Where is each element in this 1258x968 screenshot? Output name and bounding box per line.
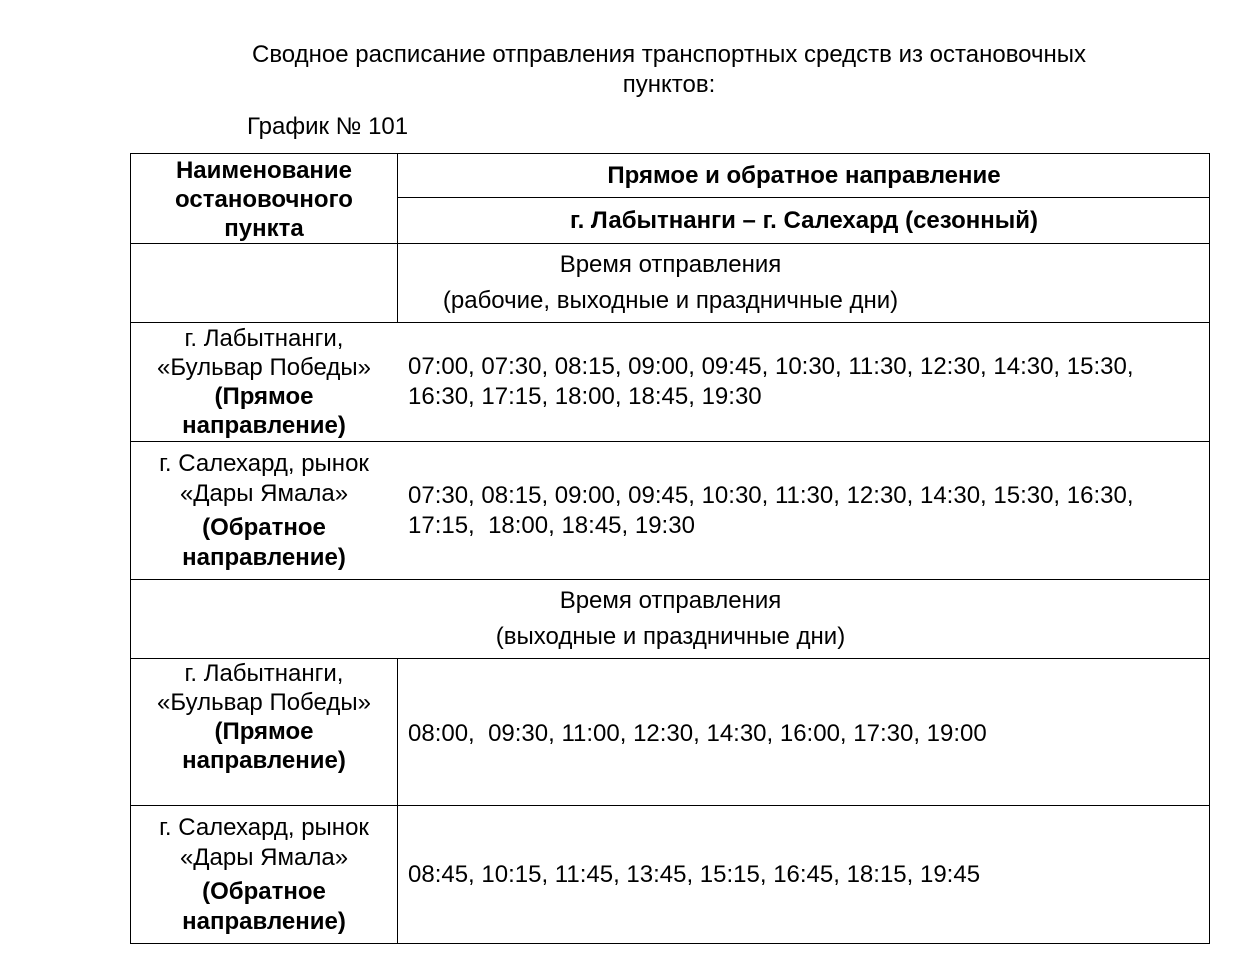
stop-name-line: «Дары Ямала» <box>179 479 349 507</box>
section-title: Время отправления <box>559 587 782 614</box>
departure-times-cell <box>398 806 1210 944</box>
departure-times-cell <box>398 442 1210 579</box>
departure-times-line: 17:15, 18:00, 18:45, 19:30 <box>408 511 695 539</box>
direction-label: (Прямое направление) <box>182 718 346 774</box>
section-header <box>131 244 1210 322</box>
stop-name-cell <box>131 323 397 441</box>
stop-name-line: «Бульвар Победы» <box>157 354 371 381</box>
section-subtitle: (рабочие, выходные и праздничные дни) <box>442 287 899 314</box>
stop-name-cell <box>131 442 397 579</box>
schedule-table <box>130 153 1210 944</box>
stop-name-cell <box>131 659 397 805</box>
document-title-line-1: Сводное расписание отправления транспортных средств из остановочных <box>251 41 1086 68</box>
direction-label: (Обратное направление) <box>182 513 346 571</box>
section-header <box>131 580 1210 658</box>
stop-name-line: г. Лабытнанги, <box>184 325 344 352</box>
section-title: Время отправления <box>559 251 782 278</box>
route-header: г. Лабытнанги – г. Салехард (сезонный) <box>570 207 1038 234</box>
document-title-line-2: пунктов: <box>622 71 716 98</box>
stop-name-line: «Бульвар Победы» <box>157 689 371 716</box>
stop-column-header: Наименование остановочного пункта <box>175 157 353 242</box>
departure-times-cell <box>398 659 1210 805</box>
departure-times-line: 08:00, 09:30, 11:00, 12:30, 14:30, 16:00, 17:30, 19:00 <box>408 720 987 747</box>
departure-times-cell <box>398 323 1210 441</box>
schedule-label: График № 101 <box>247 113 409 140</box>
departure-times-line: 07:00, 07:30, 08:15, 09:00, 09:45, 10:30, 11:30, 12:30, 14:30, 15:30, <box>408 353 1134 380</box>
departure-times-line: 16:30, 17:15, 18:00, 18:45, 19:30 <box>408 383 762 410</box>
stop-name-line: г. Лабытнанги, <box>184 660 344 687</box>
stop-name-line: «Дары Ямала» <box>179 844 349 871</box>
direction-label: (Прямое направление) <box>182 383 346 439</box>
departure-times-line: 07:30, 08:15, 09:00, 09:45, 10:30, 11:30, 12:30, 14:30, 15:30, 16:30, <box>408 481 1134 509</box>
document-title <box>210 40 1128 100</box>
stop-name-cell <box>131 806 397 944</box>
stop-name-line: г. Салехард, рынок <box>159 449 369 477</box>
direction-label: (Обратное направление) <box>182 878 346 935</box>
departure-times-line: 08:45, 10:15, 11:45, 13:45, 15:15, 16:45, 18:15, 19:45 <box>408 861 981 888</box>
direction-header: Прямое и обратное направление <box>607 162 1001 189</box>
stop-name-line: г. Салехард, рынок <box>159 814 369 841</box>
section-subtitle: (выходные и праздничные дни) <box>495 623 846 650</box>
